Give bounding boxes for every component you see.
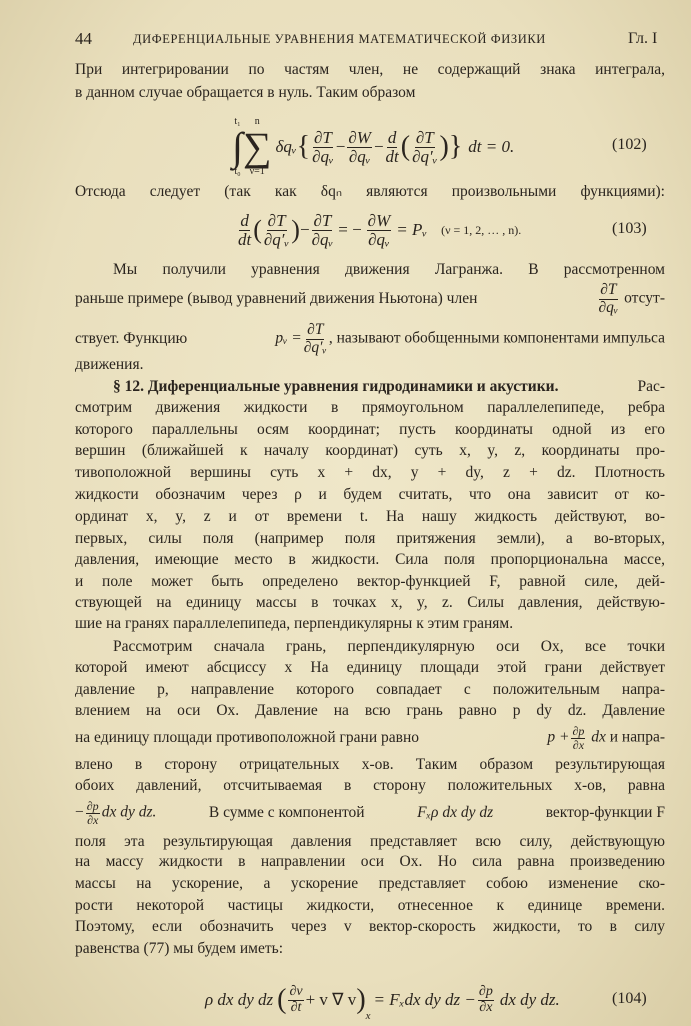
denominator: ∂qᵥ [311, 229, 334, 249]
text-line: влено в сторону отрицательных x-ов. Таким образом результирующая [75, 756, 665, 773]
text: и напра- [609, 728, 665, 746]
upper-limit: t₁ [234, 116, 241, 127]
denominator: ∂qᵥ [348, 146, 371, 166]
equation-103 [236, 208, 521, 252]
variation: δqᵥ [275, 137, 297, 156]
denominator: dt [238, 229, 252, 249]
paren: ) [439, 131, 449, 162]
fraction [304, 322, 327, 356]
text-line: ствующей на единицу массы в точках x, y, z. Силы давления, действую- [75, 594, 665, 611]
numerator: ∂T [267, 210, 286, 230]
chapter-label: Гл. I [628, 30, 658, 47]
fraction [478, 985, 494, 1015]
minus: − [373, 137, 384, 156]
lhs: ρ dx dy dz [205, 990, 274, 1009]
text-line: При интегрировании по частям член, не содержащий знака интеграла, [75, 61, 665, 78]
brace: } [448, 131, 463, 162]
text-line: тивоположной вершины суть x + dx, y + dy, z + dz. Плотность [75, 464, 665, 481]
fraction [312, 129, 334, 166]
denominator: ∂q′ᵥ [303, 338, 327, 356]
text-line: обоих давлений, отсчитываемая в сторону положительных x-ов, равна [75, 777, 665, 794]
text-line: Рассмотрим сначала грань, перпендикулярную оси Ox, все точки [113, 638, 665, 655]
text-line [75, 281, 665, 316]
sum-sign: ∑ [242, 124, 272, 169]
fraction [571, 725, 585, 751]
text-line: влением на оси Ox. Давление на всю грань равно p dy dz. Давление [75, 702, 665, 719]
equation-tail: dt = 0. [468, 137, 515, 156]
text-line [75, 723, 665, 753]
text-line: движения. [75, 356, 144, 373]
text-line: массы на ускорение, а ускорение представляет собою изменение ско- [75, 875, 665, 892]
denominator: ∂qᵥ [368, 229, 390, 249]
paren: ( [277, 984, 287, 1015]
math: dx dy dz. [101, 803, 157, 821]
equation-number: (103) [612, 220, 647, 237]
condition: (ν = 1, 2, … , n). [441, 222, 522, 237]
sum-lower: ν=1 [249, 166, 265, 177]
denominator: dt [385, 146, 399, 166]
math: dx [591, 728, 606, 746]
math: Fₓρ dx dy dz [417, 804, 494, 821]
denominator: ∂x [572, 737, 585, 752]
denominator: ∂x [479, 999, 493, 1015]
numerator: ∂T [313, 210, 332, 230]
text-line: равенства (77) мы будем иметь: [75, 940, 284, 957]
page-number: 44 [75, 29, 92, 48]
text: ствует. Функцию [75, 330, 188, 347]
text: , называют обобщенными компонентами импульса [328, 329, 665, 347]
rhs: = Fₓdx dy dz − [373, 990, 476, 1009]
denominator: ∂x [87, 812, 99, 827]
text: Рас- [637, 378, 665, 395]
fraction [86, 800, 100, 826]
text-line: поля эта результирующая давления представляет всю силу, действующую [75, 833, 665, 850]
section-heading: § 12. Диференциальные уравнения гидродинамики и акустики. [113, 378, 559, 395]
denominator: ∂q′ᵥ [412, 146, 438, 166]
text-line: первых, силы поля (например поля притяжения земли), а во-вторых, [75, 530, 665, 547]
fraction [367, 212, 392, 249]
text-line: жидкости обозначим через ρ и будем считать, что она зависит от ко- [75, 486, 665, 503]
text-line: ординат x, y, z и от времени t. На нашу жидкость действуют, во- [75, 508, 665, 525]
fraction [412, 129, 437, 166]
numerator: ∂p [572, 723, 585, 738]
text-line: в данном случае обращается в нуль. Таким образом [75, 84, 416, 101]
fraction [599, 282, 619, 316]
lower-limit: t₀ [234, 166, 241, 177]
subscript: x [365, 1010, 371, 1022]
text-line [75, 798, 665, 828]
brace: { [296, 131, 311, 162]
minus: − [299, 220, 310, 239]
text-line: Мы получили уравнения движения Лагранжа. В рассмотренном [113, 261, 665, 278]
numerator: ∂T [314, 127, 332, 147]
text-line: которой имеют абсциссу x На единицу площади этой грани действует [75, 659, 665, 676]
denominator: ∂qᵥ [312, 146, 334, 166]
numerator: ∂p [86, 798, 99, 813]
paren: ) [291, 215, 300, 244]
text-line: давление p, направление которого совпадает с положительным напра- [75, 681, 665, 698]
text-line: шие на гранях параллелепипеда, перпендикулярны к этим граням. [75, 615, 514, 632]
equation-102 [232, 112, 514, 182]
text: отсут- [624, 289, 665, 307]
equation-number: (102) [612, 136, 647, 153]
numerator: ∂T [600, 281, 617, 299]
text-line: на массу жидкости в направлении оси Ox. Но сила равна произведению [75, 853, 665, 870]
integral-sign: ∫ [232, 124, 243, 169]
text-line [75, 321, 665, 356]
numerator: d [387, 127, 397, 147]
convective-term: + v ∇ v [305, 990, 357, 1009]
paren: ( [253, 215, 262, 244]
section-heading-line [113, 377, 665, 397]
text-line: и поле может быть определено вектор-функцией F, равной силе, дей- [75, 573, 665, 590]
fraction [238, 212, 251, 249]
equation-104 [205, 978, 560, 1022]
paren: ) [356, 984, 366, 1015]
equation-number: (104) [612, 990, 647, 1007]
math: pᵥ = [275, 329, 302, 347]
text: на единицу площади противоположной грани равно [75, 729, 419, 746]
numerator: ∂p [478, 983, 493, 999]
minus: − [335, 137, 346, 156]
text: В сумме с компонентой [208, 804, 365, 821]
text-line: рости некоторой частицы жидкости, отнесенное к единице времени. [75, 897, 665, 914]
text: вектор-функции F [545, 804, 665, 821]
fraction [288, 985, 303, 1015]
text-line: смотрим движения жидкости в прямоугольном параллелепипеде, ребра [75, 399, 665, 416]
paren: ( [400, 131, 411, 162]
text-line: давления, имеющие место в жидкости. Сила поля пропорциональна массе, [75, 551, 665, 568]
numerator: ∂W [348, 127, 371, 147]
text-line: Отсюда следует (так как δqₙ являются произвольными функциями): [75, 183, 665, 200]
equals: = − [338, 220, 362, 239]
math: p + [547, 728, 570, 746]
equation-tail: dx dy dz. [499, 990, 560, 1009]
text-line: Поэтому, если обозначить через v вектор-скорость жидкости, то в силу [75, 918, 665, 935]
minus: − [75, 803, 84, 821]
rhs: = Pᵥ [396, 220, 428, 239]
numerator: d [240, 210, 249, 230]
numerator: ∂v [289, 983, 303, 999]
running-title: ДИФЕРЕНЦИАЛЬНЫЕ УРАВНЕНИЯ МАТЕМАТИЧЕСКОЙ ФИЗИКИ [133, 32, 546, 46]
numerator: ∂T [415, 127, 434, 147]
sum-upper: n [254, 116, 260, 127]
fraction [312, 212, 334, 249]
fraction [264, 212, 289, 249]
numerator: ∂W [367, 210, 391, 230]
text-line: вершин (ближайшей к началу координат) суть x, y, z, координаты про- [75, 442, 665, 459]
denominator: ∂q′ᵥ [263, 229, 290, 249]
denominator: ∂t [290, 999, 302, 1015]
denominator: ∂qᵥ [598, 298, 619, 316]
numerator: ∂T [307, 321, 324, 339]
fraction [347, 129, 372, 166]
fraction [386, 129, 399, 166]
text-line: которого параллельны осям координат; пусть координаты одной из его [75, 421, 665, 438]
text: раньше примере (вывод уравнений движения Ньютона) член [75, 290, 478, 307]
